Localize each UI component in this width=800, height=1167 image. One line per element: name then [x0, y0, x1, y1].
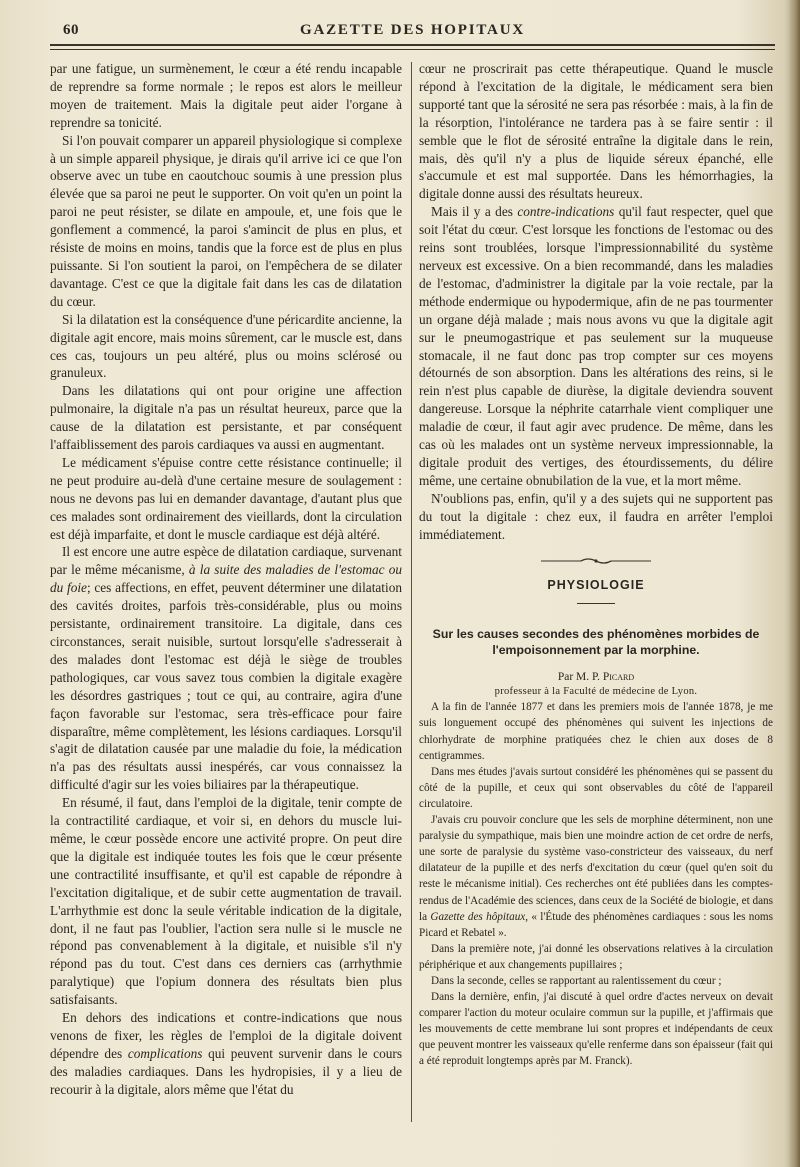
ornamental-separator — [541, 557, 651, 565]
paragraph — [419, 812, 773, 941]
author-affiliation: professeur à la Faculté de médecine de Lyon. — [494, 686, 698, 698]
text-run: , « l'Étude des phénomènes cardiaques : sous les noms Picard et Rebatel ». — [419, 910, 773, 939]
column-divider — [411, 62, 412, 1122]
italic-phrase: contre-indications — [517, 204, 615, 220]
text-run: ; ces affections, en effet, peuvent déterminer une dilatation des cavités droites, parfois très-considérable, plus ou moins persistante, ordinairement transitoire. La digitale, dans ces circonstances, serait nuisible, surtout lorsqu'elle s'adresserait à des malades dont l'estomac est déjà le siège de troubles pathologiques, car vous savez tous combien la digitale exagère les désordres gastriques ; tout ce qui, au contraire, agira d'une façon favorable sur l'estomac, sera très-efficace pour faire disparaître, même complètement, les lésions cardiaques. Lorsqu'il s'agit de dilatation causée par une maladie du foie, la médication n'a pas des résultats aussi inespérés, car vous connaissez la difficulté d'agir sur les voies biliaires par la thérapeutique. — [50, 580, 402, 793]
paragraph — [50, 1009, 402, 1099]
author-byline — [419, 670, 773, 685]
text-run: J'avais cru pouvoir conclure que les sels de morphine déterminent, non une paralysie du sympathique, mais bien une moindre action de cet ordre de nerfs, une sorte de paralysie du système vaso-constricteur des vaisseaux, du nerf dilatateur de la pupille et des nerfs d'excitation du cœur (quel qu'en soit du reste le mécanisme initial). Ces recherches ont été publiées dans les comptes-rendus de l'Académie des sciences, dans ceux de la Société de biologie, et dans la — [419, 814, 773, 923]
paragraph: A la fin de l'année 1877 et dans les premiers mois de l'année 1878, je me suis longuement occupé des phénomènes qui suivent les injections de chlorhydrate de morphine pratiquées chez le chien aux doses de 8 centigrammes. — [419, 701, 773, 762]
paragraph — [50, 543, 402, 794]
italic-phrase: Gazette des hôpitaux — [430, 910, 526, 923]
right-column — [419, 60, 773, 1070]
paragraph: Dans mes études j'avais surtout considéré les phénomènes qui se passent du côté de la pupille, et ceux qui sont observables du côté de l'appareil circulatoire. — [419, 765, 773, 810]
left-column — [50, 60, 402, 1099]
paragraph: Si la dilatation est la conséquence d'une péricardite ancienne, la digitale agit encore, mais moins sûrement, car le muscle est, dans ces cas, toujours un peu altéré, plus ou moins sclérosé ou granuleux. — [50, 311, 402, 381]
article-title: Sur les causes secondes des phénomènes morbides de l'empoisonnement par la morphine. — [432, 627, 760, 658]
italic-phrase: complications — [127, 1045, 203, 1061]
paragraph: par une fatigue, un surmènement, le cœur a été rendu incapable de reprendre sa forme normale ; le repos est alors le meilleur moyen de traitement. Mais la digitale peut aider l'organe à reprendre sa tonicité. — [50, 61, 402, 130]
paragraph — [419, 203, 773, 490]
paragraph: Dans la dernière, enfin, j'ai discuté à quel ordre d'actes nerveux on devait comparer l'action du moteur oculaire commun sur la pupille, et j'affirmais que les mouvements de cette membrane lui sont propres et indépendants de ceux que peuvent montrer les vaisseaux qu'elle renferme dans son épaisseur (fait qui a été reproduit longtemps après par M. Franck). — [419, 991, 773, 1068]
italic-phrase: à la suite des maladies de l'estomac ou du foie — [50, 562, 402, 596]
section-rule — [577, 603, 615, 604]
paragraph: En résumé, il faut, dans l'emploi de la digitale, tenir compte de la contractilité cardiaque, et voir si, en dehors du muscle lui-même, le cœur possède encore une activité propre. On peut dire que la digitale est indiquée toutes les fois que le cœur présente une contractilité insuffisante, et qu'il est capable de répondre à l'excitation digitalique, et de subir cette augmentation de travail. L'arrhythmie est donc la seule véritable indication de la digitale, dont, il ne faut pas l'oublier, l'action sera nulle si le muscle ne répond pas convenablement à la digitale, et nuisible s'il n'y répond pas du tout. C'est dans ces derniers cas (arrhythmie paralytique) que l'opium donnera des résultats bien plus satisfaisants. — [50, 795, 402, 1008]
text-run: Il est encore une autre espèce de dilatation cardiaque, survenant par le même mécanisme, — [50, 544, 402, 578]
author-name: Picard — [602, 671, 635, 684]
page-number: 60 — [63, 22, 79, 38]
journal-title: GAZETTE DES HOPITAUX — [300, 22, 525, 38]
paragraph: N'oublions pas, enfin, qu'il y a des sujets qui ne supportent pas du tout la digitale : chez eux, il faudra en arrêter l'emploi immédiatement. — [419, 490, 773, 542]
byline-prefix: Par M. P. — [557, 671, 603, 684]
paragraph: Si l'on pouvait comparer un appareil physiologique si complexe à un simple appareil physique, je dirais qu'il arrive ici ce que l'on observe avec un tube en caoutchouc soumis à une pression plus élevée que sa paroi ne peut le supporter. On voit qu'en un point la paroi ne peut résister, se dilate en ampoule, et, une fois que le gonflement a commencé, la paroi s'amincit de plus en plus, et résiste de moins en moins, tandis que la force est de plus en plus puissante. Si l'on soutient la paroi, on l'empêchera de se dilater davantage. C'est ce que la digitale fait dans les cas de dilatation du cœur. — [50, 132, 402, 309]
text-run: Mais il y a des — [431, 204, 518, 220]
section-heading: PHYSIOLOGIE — [547, 578, 645, 593]
page-edge-shadow — [788, 0, 800, 1167]
article-body — [419, 699, 773, 1069]
text-run: qui peuvent survenir dans le cours des maladies cardiaques. Dans les hydropisies, il y a lieu de recourir à la digitale, alors même que l'état du — [50, 1045, 402, 1097]
running-header — [55, 22, 770, 44]
header-rule-thin — [50, 49, 775, 50]
paragraph: Dans la seconde, celles se rapportant au ralentissement du cœur ; — [431, 974, 722, 987]
paragraph: cœur ne proscrirait pas cette thérapeutique. Quand le muscle répond à l'excitation de la digitale, le médicament sera bien supporté tant que la sérosité ne sera pas résorbée : mais, à la fin de la résorption, l'intolérance ne tardera pas à se faire sentir : il semble que le flot de sérosité entraîne la digitale dans le rein, mais, dès qu'il n'y a plus de liquide séreux épanché, elle s'accumule et est mal supportée. Dans les hémorrhagies, la digitale donne aussi des résultats heureux. — [419, 61, 773, 202]
header-rule-thick — [50, 44, 775, 46]
text-run: En dehors des indications et contre-indications que nous venons de fixer, les règles de l'emploi de la digitale doivent dépendre des — [50, 1010, 402, 1061]
paragraph: Le médicament s'épuise contre cette résistance continuelle; il ne peut produire au-delà d'une certaine mesure de soulagement : nous ne devons pas lui en demander davantage, d'autant plus que ces malades sont ordinairement des vieillards, dont la circulation est déjà imparfaite, et dont le muscle cardiaque est déjà altéré. — [50, 454, 402, 542]
paragraph: Dans la première note, j'ai donné les observations relatives à la circulation périphérique et aux changements pupillaires ; — [419, 942, 773, 971]
paragraph: Dans les dilatations qui ont pour origine une affection pulmonaire, la digitale n'a pas un résultat heureux, parce que la cause de la dilatation est persistante, et par conséquent l'affaiblissement des parois cardiaques va aussi en augmentant. — [50, 383, 402, 453]
text-run: qu'il faut respecter, quel que soit l'état du cœur. C'est lorsque les fonctions de l'estomac ou des reins sont troublées, lorsque l'impressionnabilité du système nerveux est excessive. On a bien recommandé, dans les maladies de l'estomac, d'administrer la digitale par la voie rectale, par la méthode endermique ou hypodermique, afin de ne pas tourmenter un organe déjà malade ; mais nous avons vu que la digitale agit sur le pneumogastrique et pas seulement sur la muqueuse stomacale, il ne faut donc pas trop compter sur ces moyens détournés de son absorption. Dans les altérations des reins, si le rein n'est plus capable de diurèse, la digitale deviendra souvent dangereuse. Lorsque la néphrite catarrhale vient compliquer une maladie de cœur, il faut agir avec prudence. De même, dans les cas où les malades ont un système nerveux impressionnable, la digitale produit des vertiges, des étourdissements, du délire même, une certaine obnubilation de la vue, et la mort même. — [419, 204, 773, 488]
